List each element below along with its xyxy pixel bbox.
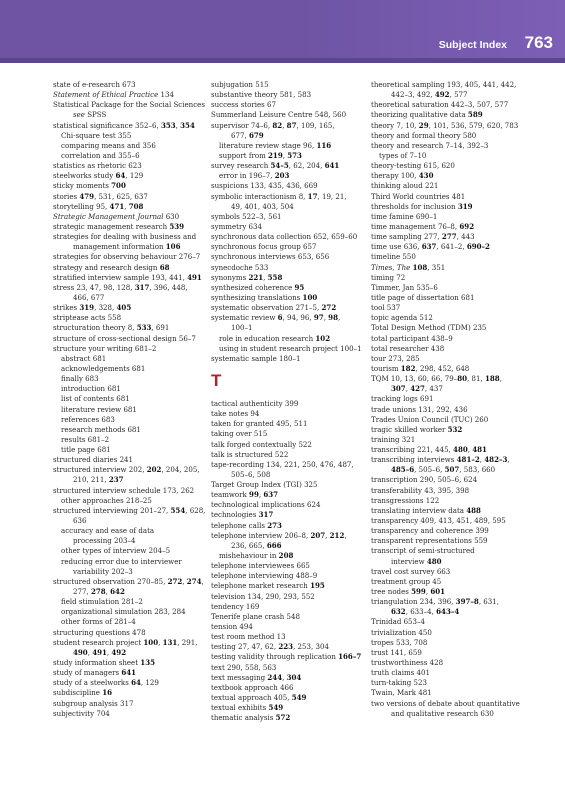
index-entry: transcript of semi-structured bbox=[371, 546, 475, 556]
index-subentry: results 681–2 bbox=[61, 434, 110, 444]
index-entry: strategies for observing behaviour 276–7 bbox=[53, 252, 201, 262]
index-entry: timing 72 bbox=[371, 272, 406, 282]
index-entry: triangulation 234, 396, 397–8, 631, bbox=[371, 597, 499, 607]
index-entry: striptease acts 558 bbox=[53, 313, 122, 323]
index-entry: transparent representations 559 bbox=[371, 536, 488, 546]
index-entry: test room method 13 bbox=[211, 632, 286, 642]
index-entry: total researcher 438 bbox=[371, 343, 445, 353]
index-entry: success stories 67 bbox=[211, 100, 276, 110]
index-subentry: finally 683 bbox=[61, 374, 99, 384]
index-entry: text 290, 558, 563 bbox=[211, 662, 277, 672]
index-subentry: other approaches 218–25 bbox=[61, 495, 152, 505]
index-entry: theory and formal theory 580 bbox=[371, 130, 477, 140]
index-entry: text messaging 244, 304 bbox=[211, 672, 302, 682]
index-subentry: title page 681 bbox=[61, 445, 111, 455]
index-entry: storytelling 95, 471, 708 bbox=[53, 201, 144, 211]
index-entry: statistical significance 352–6, 353, 354 bbox=[53, 120, 195, 130]
index-subentry: list of contents 681 bbox=[61, 394, 130, 404]
index-entry: tape-recording 134, 221, 250, 476, 487, bbox=[211, 459, 354, 469]
index-entry: tactical authenticity 399 bbox=[211, 398, 299, 408]
index-subentry: mishehaviour in 208 bbox=[219, 551, 294, 561]
page-header bbox=[0, 0, 565, 63]
index-entry: tropes 533, 708 bbox=[371, 637, 428, 647]
index-entry-continuation: 632, 633–4, 643–4 bbox=[391, 607, 460, 617]
index-entry: thematic analysis 572 bbox=[211, 713, 291, 723]
index-entry: trust 141, 659 bbox=[371, 647, 422, 657]
index-entry: stratified interview sample 193, 441, 491 bbox=[53, 272, 202, 282]
index-entry: Twain, Mark 481 bbox=[371, 688, 432, 698]
index-entry: structured interview 202, 202, 204, 205, bbox=[53, 465, 200, 475]
index-subentry: acknowledgements 681 bbox=[61, 363, 146, 373]
index-entry: Timmer, Jan 535–6 bbox=[371, 282, 438, 292]
index-entry-continuation: 442–3, 492, 492, 577 bbox=[391, 90, 468, 100]
header-rule bbox=[0, 58, 565, 63]
index-subentry: field stimulation 281–2 bbox=[61, 597, 143, 607]
index-entry: testing 27, 47, 62, 223, 253, 304 bbox=[211, 642, 329, 652]
index-entry: systematic review 6, 94, 96, 97, 98, bbox=[211, 313, 341, 323]
index-entry: treatment group 45 bbox=[371, 576, 442, 586]
index-entry: symbolic interactionism 8, 17, 19, 21, bbox=[211, 191, 347, 201]
index-entry: textbook approach 466 bbox=[211, 682, 294, 692]
index-entry: Strategic Management Journal 630 bbox=[53, 211, 180, 221]
index-entry: turn-taking 523 bbox=[371, 678, 427, 688]
index-entry: subgroup analysis 317 bbox=[53, 698, 134, 708]
index-entry-continuation: 210, 211, 237 bbox=[73, 475, 124, 485]
index-entry: synthesizing translations 100 bbox=[211, 292, 318, 302]
index-entry: student research project 100, 131, 291, bbox=[53, 637, 198, 647]
index-entry: sticky moments 700 bbox=[53, 181, 126, 191]
index-entry: structure your writing 681–2 bbox=[53, 343, 157, 353]
index-entry-continuation: 466, 677 bbox=[73, 292, 105, 302]
index-entry-continuation: 505–6, 508 bbox=[231, 469, 271, 479]
index-entry: synonyms 221, 558 bbox=[211, 272, 283, 282]
index-column-2 bbox=[211, 80, 362, 723]
index-entry: substantive theory 581, 583 bbox=[211, 90, 312, 100]
index-entry: thinking aloud 221 bbox=[371, 181, 439, 191]
index-entry-continuation: processing 203–4 bbox=[73, 536, 136, 546]
index-entry: travel cost survey 663 bbox=[371, 566, 451, 576]
index-entry: telephone interviewees 665 bbox=[211, 561, 310, 571]
index-entry: Target Group Index (TGI) 325 bbox=[211, 480, 318, 490]
index-entry: total participant 438–9 bbox=[371, 333, 453, 343]
index-entry: telephone calls 273 bbox=[211, 520, 282, 530]
index-entry: testing validity through replication 166–7 bbox=[211, 652, 362, 662]
index-subentry: role in education research 102 bbox=[219, 333, 331, 343]
index-subentry: comparing means and 356 bbox=[61, 140, 156, 150]
index-entry-continuation: 49, 401, 403, 504 bbox=[231, 201, 294, 211]
index-entry: tracking logs 691 bbox=[371, 394, 434, 404]
index-entry-continuation: 307, 427, 437 bbox=[391, 384, 443, 394]
section-title: Subject Index bbox=[438, 39, 507, 51]
index-entry: technologies 317 bbox=[211, 510, 274, 520]
index-entry: Times, The 108, 351 bbox=[371, 262, 446, 272]
index-entry: trustworthiness 428 bbox=[371, 658, 444, 668]
index-entry-continuation: and qualitative research 630 bbox=[391, 708, 494, 718]
index-entry: trivialization 450 bbox=[371, 627, 432, 637]
index-entry: thresholds for inclusion 319 bbox=[371, 201, 473, 211]
index-entry: two versions of debate about quantitative bbox=[371, 698, 520, 708]
index-entry-continuation: management information 106 bbox=[73, 242, 181, 252]
index-entry: time famine 690–1 bbox=[371, 211, 438, 221]
index-entry: structuring questions 478 bbox=[53, 627, 146, 637]
index-subentry: support from 219, 573 bbox=[219, 150, 302, 160]
index-entry: training 321 bbox=[371, 434, 416, 444]
index-entry: Summerland Leisure Centre 548, 560 bbox=[211, 110, 347, 120]
index-entry: subdiscipline 16 bbox=[53, 688, 113, 698]
index-entry: translating interview data 488 bbox=[371, 505, 481, 515]
index-subentry: literature review stage 96, 116 bbox=[219, 140, 332, 150]
index-entry: structured interviewing 201–27, 554, 628, bbox=[53, 505, 206, 515]
index-entry: steelworks study 64, 129 bbox=[53, 171, 144, 181]
index-column-1 bbox=[53, 80, 206, 719]
index-entry: Total Design Method (TDM) 235 bbox=[371, 323, 487, 333]
index-entry: theoretical saturation 442–3, 507, 577 bbox=[371, 100, 509, 110]
index-entry: theory 7, 10, 29, 101, 536, 579, 620, 783 bbox=[371, 120, 519, 130]
index-entry: title page of dissertation 681 bbox=[371, 292, 475, 302]
index-subentry: error in 196–7, 203 bbox=[219, 171, 290, 181]
index-entry: synchronous focus group 657 bbox=[211, 242, 317, 252]
index-subentry: introduction 681 bbox=[61, 384, 121, 394]
index-entry: transcription 290, 505–6, 624 bbox=[371, 475, 478, 485]
index-entry: taken for granted 495, 511 bbox=[211, 419, 308, 429]
index-entry: structured interview schedule 173, 262 bbox=[53, 485, 195, 495]
index-entry: theory and research 7–14, 392–3 bbox=[371, 140, 489, 150]
index-subentry: reducing error due to interviewer bbox=[61, 556, 182, 566]
index-entry: synthesized coherence 95 bbox=[211, 282, 305, 292]
index-entry-continuation: 100–1 bbox=[231, 323, 253, 333]
index-entry: truth claims 401 bbox=[371, 668, 430, 678]
index-entry: tension 494 bbox=[211, 622, 253, 632]
index-entry: Third World countries 481 bbox=[371, 191, 466, 201]
index-entry: Trades Union Council (TUC) 260 bbox=[371, 414, 489, 424]
index-entry: supervisor 74–6, 82, 87, 109, 165, bbox=[211, 120, 335, 130]
index-subentry: literature review 681 bbox=[61, 404, 137, 414]
index-entry: talk is structured 522 bbox=[211, 449, 289, 459]
index-entry: structure of cross-sectional design 56–7 bbox=[53, 333, 196, 343]
index-entry: systematic observation 271–5, 272 bbox=[211, 303, 337, 313]
index-entry: state of e-research 673 bbox=[53, 80, 136, 89]
index-entry: time management 76–8, 692 bbox=[371, 221, 475, 231]
index-entry: stress 23, 47, 98, 128, 317, 396, 448, bbox=[53, 282, 188, 292]
index-entry: tour 273, 285 bbox=[371, 353, 420, 363]
index-entry: theoretical sampling 193, 405, 441, 442, bbox=[371, 80, 517, 89]
index-subentry: correlation and 355–6 bbox=[61, 150, 140, 160]
index-subentry: other forms of 281–4 bbox=[61, 617, 136, 627]
index-entry: symbols 522–3, 561 bbox=[211, 211, 282, 221]
index-entry-continuation: interview 480 bbox=[391, 556, 442, 566]
index-entry: synecdoche 533 bbox=[211, 262, 269, 272]
index-entry-continuation: 236, 665, 666 bbox=[231, 540, 282, 550]
index-entry: systematic sample 180–1 bbox=[211, 353, 301, 363]
index-entry: time use 636, 637, 641–2, 690–2 bbox=[371, 242, 490, 252]
index-entry: topic agenda 512 bbox=[371, 313, 433, 323]
index-entry: subjugation 515 bbox=[211, 80, 269, 89]
index-entry: teamwork 99, 637 bbox=[211, 490, 279, 500]
index-column-3 bbox=[371, 80, 531, 719]
index-entry: trade unions 131, 292, 436 bbox=[371, 404, 468, 414]
index-entry: transgressions 122 bbox=[371, 495, 440, 505]
index-entry-continuation: 636 bbox=[73, 516, 87, 526]
index-entry-continuation: 677, 679 bbox=[231, 130, 264, 140]
index-entry-continuation: 490, 491, 492 bbox=[73, 647, 127, 657]
index-subentry: Chi-square test 355 bbox=[61, 130, 132, 140]
index-entry: therapy 100, 430 bbox=[371, 171, 434, 181]
index-subentry: types of 7–10 bbox=[379, 150, 427, 160]
header-band bbox=[295, 0, 565, 63]
index-entry: transcribing 221, 445, 480, 481 bbox=[371, 445, 487, 455]
index-entry: transferability 43, 395, 398 bbox=[371, 485, 470, 495]
index-subentry: accuracy and ease of data bbox=[61, 526, 155, 536]
index-entry: Statistical Package for the Social Sciences bbox=[53, 100, 205, 110]
index-entry: stories 479, 531, 625, 637 bbox=[53, 191, 148, 201]
index-entry: structuration theory 8, 533, 691 bbox=[53, 323, 170, 333]
index-entry: structured observation 270–85, 272, 274, bbox=[53, 576, 204, 586]
index-entry: telephone interviewing 488–9 bbox=[211, 571, 318, 581]
index-entry: technological implications 624 bbox=[211, 500, 321, 510]
index-entry: statistics as rhetoric 623 bbox=[53, 161, 142, 171]
index-entry: strategic management research 539 bbox=[53, 221, 185, 231]
index-entry: textual exhibits 549 bbox=[211, 703, 284, 713]
index-entry: tree nodes 599, 601 bbox=[371, 587, 446, 597]
index-entry-continuation: variability 202–3 bbox=[73, 566, 133, 576]
index-entry: suspicions 133, 435, 436, 669 bbox=[211, 181, 318, 191]
index-entry: symmetry 634 bbox=[211, 221, 263, 231]
index-entry: telephone market research 195 bbox=[211, 581, 325, 591]
index-entry: timeline 550 bbox=[371, 252, 416, 262]
index-entry: structured diaries 241 bbox=[53, 455, 134, 465]
index-entry-continuation: see SPSS bbox=[73, 110, 107, 120]
section-letter: T bbox=[211, 370, 222, 390]
index-entry: strikes 319, 328, 405 bbox=[53, 303, 132, 313]
index-entry: tragic skilled worker 532 bbox=[371, 424, 463, 434]
index-subentry: using in student research project 100–1 bbox=[219, 343, 362, 353]
index-entry: transcribing interviews 481–2, 482–3, bbox=[371, 455, 510, 465]
index-entry: synchronous data collection 652, 659–60 bbox=[211, 232, 358, 242]
index-subentry: other types of interview 204–5 bbox=[61, 546, 171, 556]
page-number: 763 bbox=[524, 33, 553, 52]
index-entry: synchronous interviews 653, 656 bbox=[211, 252, 330, 262]
index-entry: transparency and coherence 399 bbox=[371, 526, 489, 536]
index-entry: tool 537 bbox=[371, 303, 401, 313]
index-entry: transparency 409, 413, 451, 489, 595 bbox=[371, 516, 506, 526]
index-entry: subjectivity 704 bbox=[53, 708, 110, 718]
index-entry: telephone interview 206–8, 207, 212, bbox=[211, 530, 347, 540]
index-subentry: abstract 681 bbox=[61, 353, 107, 363]
index-entry: talk forged contextually 522 bbox=[211, 439, 312, 449]
index-entry-continuation: 277, 278, 642 bbox=[73, 587, 125, 597]
index-entry: taking over 515 bbox=[211, 429, 268, 439]
index-subentry: research methods 681 bbox=[61, 424, 141, 434]
index-entry: strategies for dealing with business and bbox=[53, 232, 197, 242]
index-entry: theory-testing 615, 620 bbox=[371, 161, 455, 171]
index-entry: time sampling 277, 277, 443 bbox=[371, 232, 475, 242]
index-entry: take notes 94 bbox=[211, 409, 260, 419]
index-entry: theorizing qualitative data 589 bbox=[371, 110, 483, 120]
index-entry: Tenerife plane crash 548 bbox=[211, 611, 300, 621]
index-entry: study of a steelworks 64, 129 bbox=[53, 678, 159, 688]
index-entry: TQM 10, 13, 60, 66, 79–80, 81, 188, bbox=[371, 374, 502, 384]
index-entry: study of managers 641 bbox=[53, 668, 137, 678]
index-subentry: organizational simulation 283, 284 bbox=[61, 607, 186, 617]
index-entry: tourism 182, 298, 452, 648 bbox=[371, 363, 470, 373]
index-entry: survey research 54–5, 62, 204, 641 bbox=[211, 161, 340, 171]
index-entry: strategy and research design 68 bbox=[53, 262, 170, 272]
index-entry-continuation: 485–6, 505–6, 507, 583, 660 bbox=[391, 465, 496, 475]
index-entry: study information sheet 135 bbox=[53, 658, 156, 668]
index-entry: tendency 169 bbox=[211, 601, 260, 611]
index-entry: Statement of Ethical Practice 134 bbox=[53, 90, 174, 100]
index-subentry: references 683 bbox=[61, 414, 115, 424]
index-entry: television 134, 290, 293, 552 bbox=[211, 591, 315, 601]
index-entry: textual approach 405, 549 bbox=[211, 693, 307, 703]
index-entry: Trinidad 653–4 bbox=[371, 617, 426, 627]
